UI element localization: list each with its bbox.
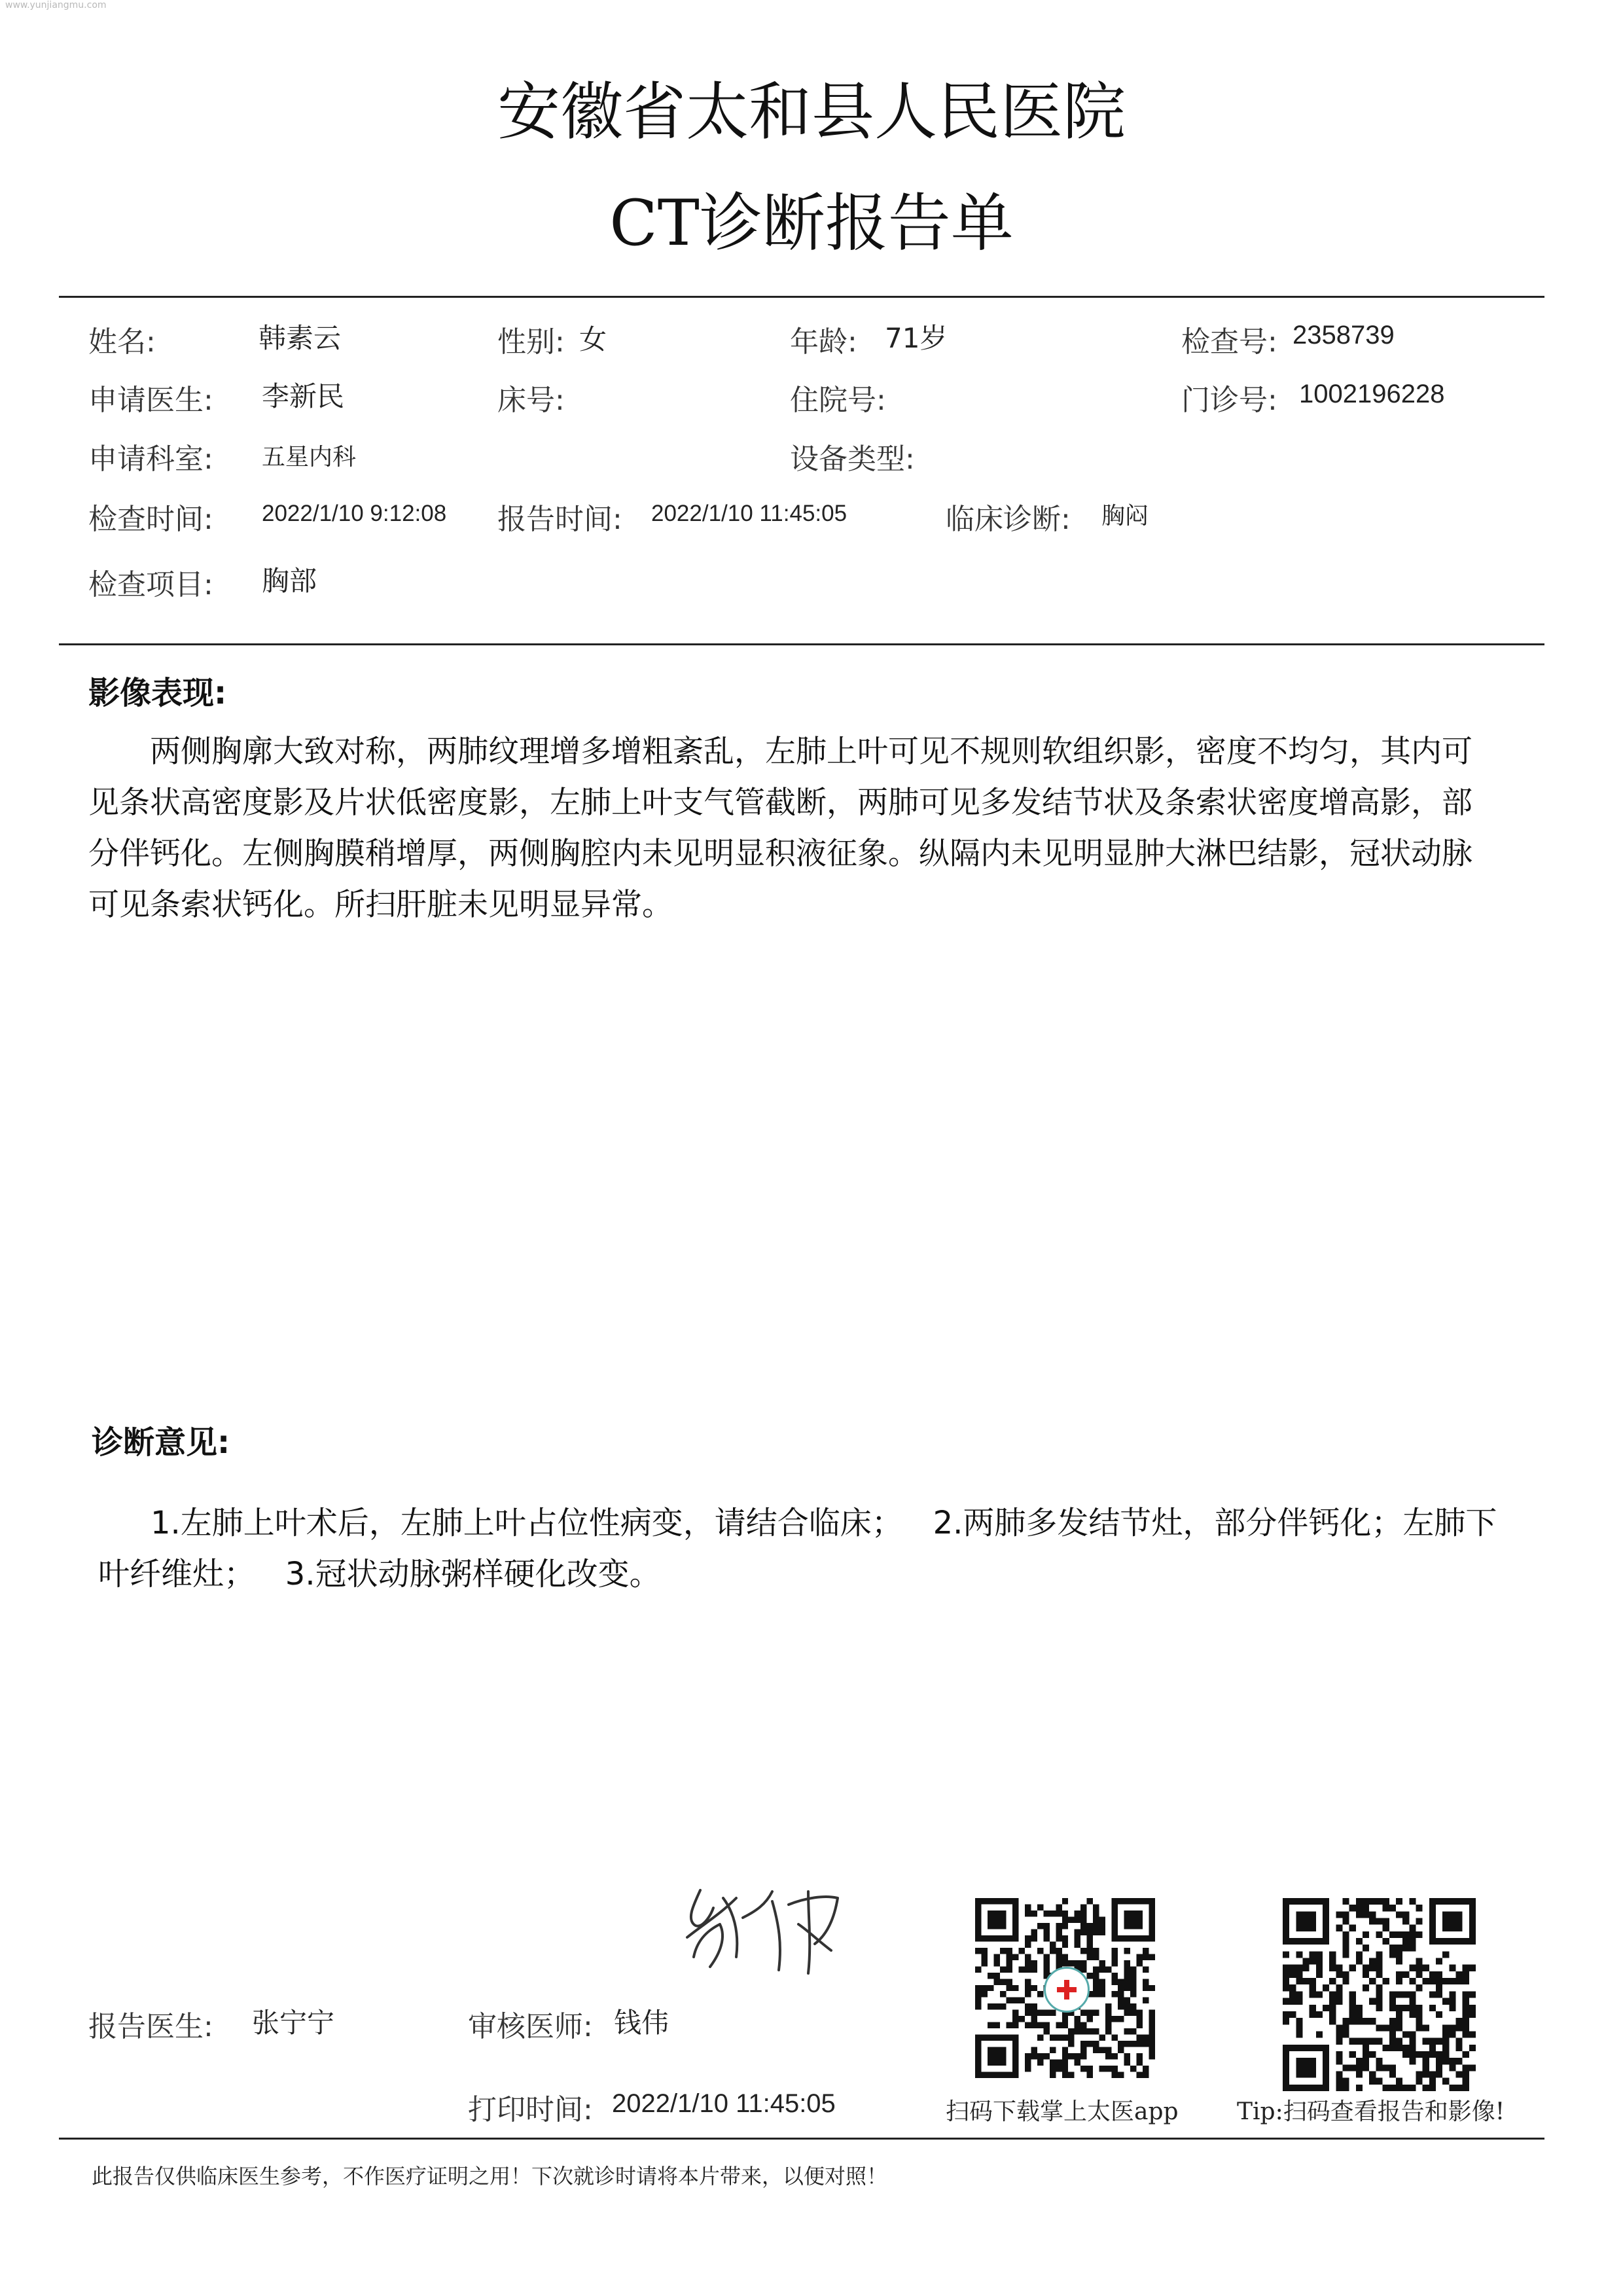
clinical-label: 临床诊断:: [946, 503, 1071, 536]
reporter-name: 张宁宁: [252, 2007, 335, 2039]
reviewer-name: 钱伟: [614, 2007, 669, 2039]
handwritten-signature: [674, 1878, 851, 1977]
report-view-qr[interactable]: [1283, 1898, 1476, 2091]
signature-stroke: [674, 1878, 851, 1977]
findings-text: 两侧胸廓大致对称，两肺纹理增多增粗紊乱，左肺上叶可见不规则软组织影，密度不均匀，其内可见条状高密度影及片状低密度影，左肺上叶支气管截断，两肺可见多发结节状及条索状密度增高影，部分伴钙化。左侧胸膜稍增厚，两侧胸腔内未见明显积液征象。纵隔内未见明显肿大淋巴结影，冠状动脉可见条索状钙化。所扫肝脏未见明显异常。: [88, 734, 1472, 923]
patient-name: 韩素云: [259, 322, 342, 354]
exam-no-label: 检查号:: [1181, 325, 1277, 359]
exam-no: 2358739: [1293, 321, 1395, 350]
clinical-diagnosis: 胸闷: [1101, 503, 1149, 529]
report-time-label: 报告时间:: [497, 503, 622, 536]
impression-text: 1.左肺上叶术后，左肺上叶占位性病变，请结合临床； 2.两肺多发结节灶，部分伴钙化；左肺下叶纤维灶； 3.冠状动脉粥样硬化改变。: [98, 1505, 1497, 1592]
exam-time: 2022/1/10 9:12:08: [262, 501, 447, 526]
outpatient-no: 1002196228: [1299, 380, 1445, 408]
name-label: 姓名:: [88, 325, 156, 359]
exam-item: 胸部: [262, 565, 317, 597]
app-qr-caption: 扫码下载掌上太医app: [946, 2098, 1179, 2125]
outpatient-label: 门诊号:: [1181, 384, 1277, 417]
age-label: 年龄:: [790, 325, 857, 359]
report-title: CT诊断报告单: [609, 187, 1014, 260]
inpatient-label: 住院号:: [790, 384, 886, 417]
item-label: 检查项目:: [88, 568, 213, 601]
sex-label: 性别:: [497, 325, 565, 359]
footer-note: 此报告仅供临床医生参考，不作医疗证明之用！下次就诊时请将本片带来，以便对照！: [92, 2164, 888, 2189]
doctor-label: 申请医生:: [88, 384, 213, 417]
hospital-title: 安徽省太和县人民医院: [497, 75, 1126, 149]
header-rule-bottom: [59, 643, 1544, 645]
qr-pattern: [1283, 1898, 1476, 2091]
bed-label: 床号:: [497, 384, 565, 417]
exam-time-label: 检查时间:: [88, 503, 213, 536]
device-label: 设备类型:: [790, 442, 915, 476]
dept-label: 申请科室:: [88, 442, 213, 476]
findings-heading: 影像表现:: [88, 675, 227, 711]
applying-doctor: 李新民: [262, 380, 345, 412]
patient-age: 71岁: [885, 322, 948, 354]
impression-heading: 诊断意见:: [92, 1424, 230, 1461]
hospital-logo-icon: [1044, 1967, 1090, 2013]
footer-rule: [59, 2138, 1544, 2140]
print-time-label: 打印时间:: [468, 2093, 593, 2126]
applying-dept: 五星内科: [262, 444, 357, 471]
report-qr-caption: Tip:扫码查看报告和影像!: [1237, 2098, 1505, 2125]
patient-sex: 女: [579, 323, 607, 355]
watermark: www.yunjiangmu.com: [5, 0, 107, 10]
report-time: 2022/1/10 11:45:05: [651, 501, 847, 526]
print-time: 2022/1/10 11:45:05: [612, 2089, 836, 2118]
header-rule-top: [59, 296, 1544, 298]
reporter-label: 报告医生:: [88, 2010, 213, 2043]
reviewer-label: 审核医师:: [468, 2010, 593, 2043]
app-download-qr[interactable]: [975, 1898, 1155, 2078]
